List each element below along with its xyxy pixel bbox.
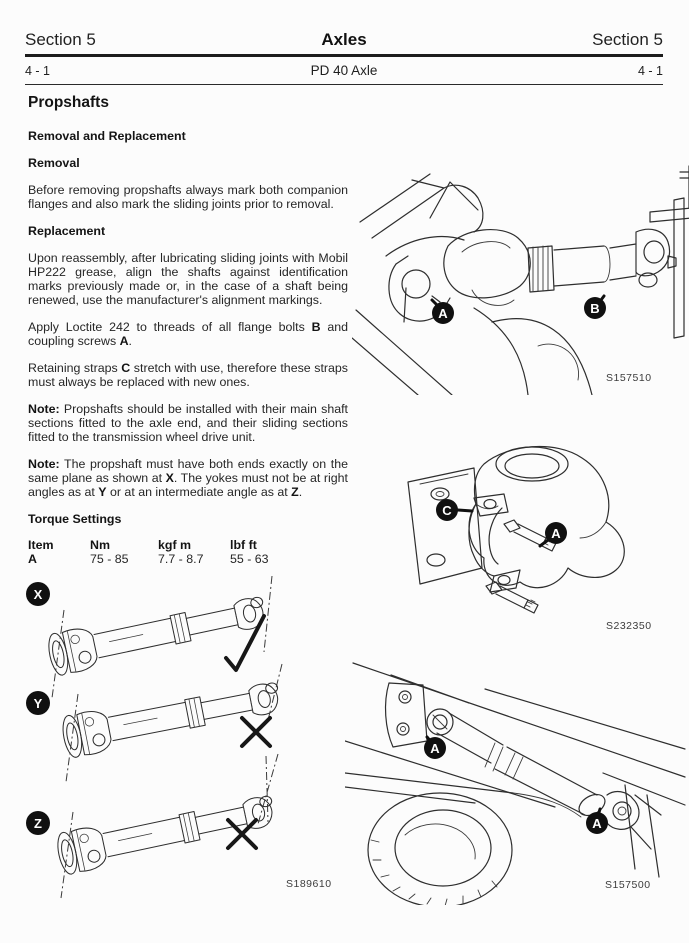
fig4-label-a-rear: A xyxy=(592,816,602,831)
figure-alignment-diagrams xyxy=(20,570,350,900)
fig4-label-a-rear-badge xyxy=(586,809,608,834)
header-subtitle: PD 40 Axle xyxy=(310,63,378,78)
article-title: Propshafts xyxy=(28,94,109,111)
torque-settings-table xyxy=(28,538,348,566)
checkmark-icon xyxy=(226,616,264,670)
header-rule-thin xyxy=(25,84,663,85)
figure-propshaft-installed xyxy=(352,160,689,395)
header-page-left: 4 - 1 xyxy=(25,64,51,78)
header-section-right: Section 5 xyxy=(592,30,663,49)
torque-row-kgfm: 7.7 - 8.7 xyxy=(158,552,204,566)
fig2-label-c-badge xyxy=(436,499,472,521)
fig2-label-c: C xyxy=(442,503,452,518)
fig3-label-y-badge xyxy=(26,691,50,715)
fig1-label-a-badge xyxy=(432,300,454,324)
figure-yoke-strap xyxy=(380,420,689,640)
cross-icon xyxy=(228,820,256,848)
fig3-label-x-badge xyxy=(26,582,50,606)
paragraph-reassembly: Upon reassembly, after lubricating sliding joints with Mobil HP222 grease, align the shafts against identification marks previously made or, in the case of a shaft being renewed, use the manufacturer's alignment markings. xyxy=(28,251,348,307)
axle-underside-illustration xyxy=(345,645,689,905)
fig1-label-b-badge xyxy=(584,296,606,319)
figure-number-s157510: S157510 xyxy=(606,372,652,384)
header-title: Axles xyxy=(321,30,367,49)
alignment-illustration xyxy=(20,570,350,900)
propshaft-installed-illustration xyxy=(352,160,689,395)
fig2-label-a-badge xyxy=(540,522,567,546)
header-section-left: Section 5 xyxy=(25,30,96,49)
note-installation: Note: Propshafts should be installed with their main shaft sections fitted to the axle end, and their sliding sections fitted to the transmission wheel drive unit. xyxy=(28,402,348,444)
torque-settings-heading: Torque Settings xyxy=(28,512,122,526)
figure-number-s157500: S157500 xyxy=(605,879,651,891)
fig4-label-a-front-badge xyxy=(424,737,446,759)
torque-col-nm: Nm xyxy=(90,538,110,552)
fig4-label-a-front: A xyxy=(430,741,440,756)
torque-col-lbfft: lbf ft xyxy=(230,538,257,552)
subheading-removal-and-replacement: Removal and Replacement xyxy=(28,129,186,143)
article-column xyxy=(28,94,348,566)
torque-col-item: Item xyxy=(28,538,54,552)
note-plane: Note: The propshaft must have both ends exactly on the same plane as shown at X. The yokes must not be at right angles as at Y or at an intermediate angle as at Z. xyxy=(28,457,348,499)
torque-row-nm: 75 - 85 xyxy=(90,552,129,566)
fig1-label-b: B xyxy=(590,301,600,316)
torque-col-kgfm: kgf m xyxy=(158,538,192,552)
figure-number-s232350: S232350 xyxy=(606,620,652,632)
fig3-label-y: Y xyxy=(33,696,43,711)
fig3-label-z-badge xyxy=(26,811,50,835)
paragraph-straps: Retaining straps C stretch with use, therefore these straps must always be replaced with new ones. xyxy=(28,361,348,389)
fig2-label-a: A xyxy=(551,526,561,541)
torque-row-lbfft: 55 - 63 xyxy=(230,552,269,566)
header-rule-thick xyxy=(25,54,663,57)
subheading-replacement: Replacement xyxy=(28,224,106,238)
fig3-label-x: X xyxy=(33,587,43,602)
cross-icon xyxy=(242,718,270,746)
torque-row-item: A xyxy=(28,552,37,566)
yoke-strap-illustration xyxy=(380,420,689,640)
fig3-label-z: Z xyxy=(34,816,42,831)
figure-axle-underside xyxy=(345,645,689,905)
header-page-right: 4 - 1 xyxy=(637,64,663,78)
paragraph-removal: Before removing propshafts always mark both companion flanges and also mark the sliding joints prior to removal. xyxy=(28,183,348,211)
subheading-removal: Removal xyxy=(28,156,80,170)
page-header xyxy=(25,30,663,85)
paragraph-loctite: Apply Loctite 242 to threads of all flange bolts B and coupling screws A. xyxy=(28,320,348,348)
fig1-label-a: A xyxy=(438,306,448,321)
figure-number-s189610: S189610 xyxy=(286,878,332,890)
